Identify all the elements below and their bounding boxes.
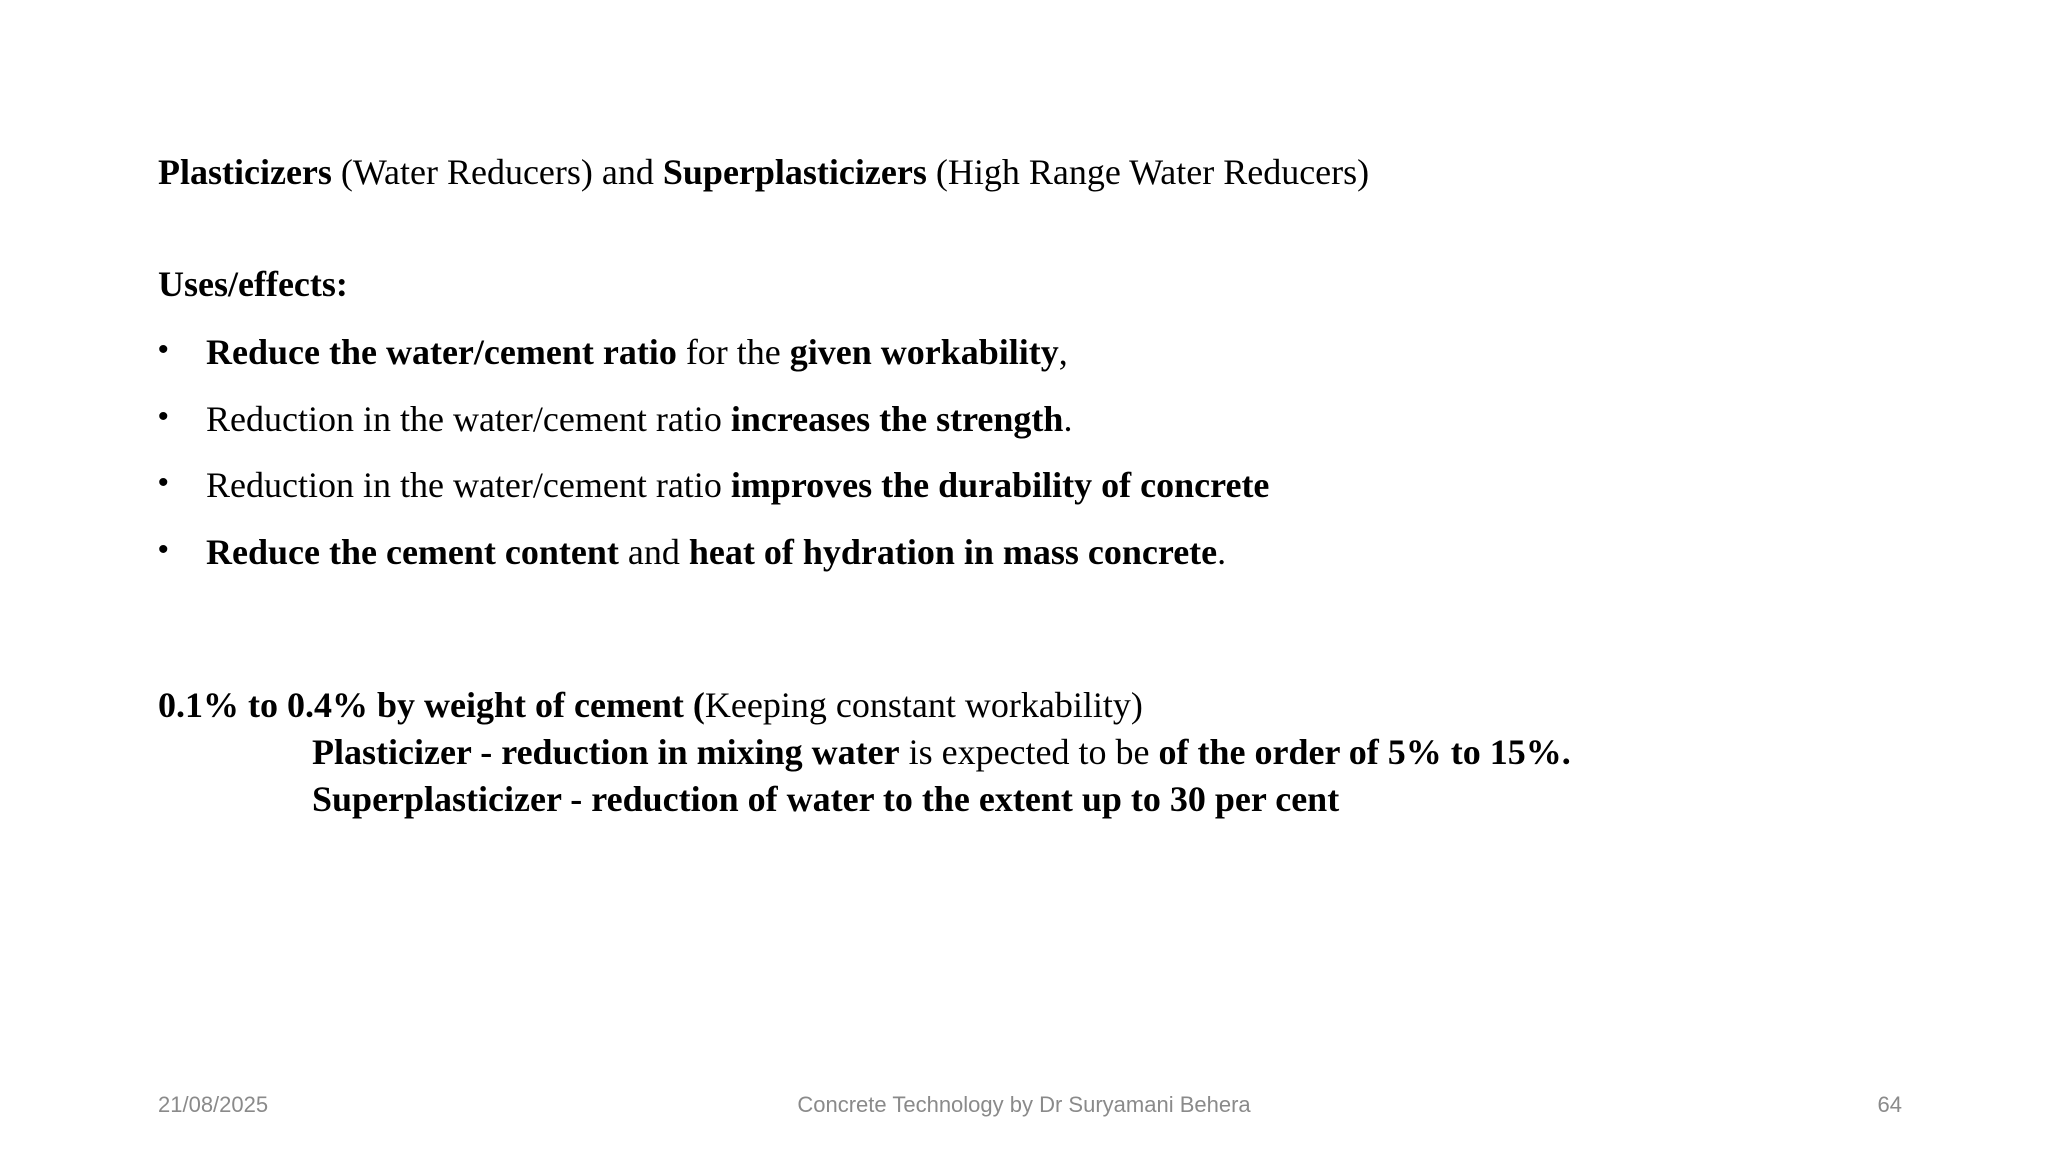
bullet-bold: heat of hydration in mass concrete	[688, 531, 1218, 572]
bullet-bold: given workability	[789, 332, 1059, 372]
plasticizer-normal: is expected to be	[899, 732, 1159, 772]
footer-date: 21/08/2025	[158, 1092, 269, 1117]
plasticizer-range: of the order of 5% to 15%.	[1158, 732, 1571, 772]
bullet-bold: improves the durability of concrete	[730, 465, 1270, 505]
bullet-text	[206, 463, 1269, 507]
dosage-line	[158, 682, 1143, 728]
bullet-normal: for the	[676, 332, 790, 372]
plasticizer-bold: Plasticizer - reduction in mixing water	[312, 732, 900, 772]
title-superplasticizers: Superplasticizers	[662, 152, 927, 192]
bullet-normal: .	[1063, 398, 1073, 439]
bullet-normal: Reduction in the water/cement ratio	[206, 398, 731, 439]
dosage-bold: 0.1% to 0.4% by weight of cement (	[158, 685, 705, 725]
bullet-dot: •	[158, 466, 169, 499]
bullet-text	[206, 397, 1072, 441]
superplasticizer-bold: Superplasticizer - reduction of water to the extent up to 30 per cent	[312, 779, 1340, 819]
bullet-dot: •	[158, 399, 169, 433]
bullet-normal: Reduction in the water/cement ratio	[206, 465, 731, 505]
superplasticizer-line	[312, 776, 1339, 822]
bullet-text	[206, 330, 1068, 374]
footer-page-number: 64	[1877, 1092, 1902, 1117]
bullet-dot: •	[158, 532, 169, 566]
title-high-range: (High Range Water Reducers)	[926, 152, 1370, 192]
bullet-normal: .	[1217, 531, 1227, 572]
bullet-bold: Reduce the cement content	[206, 531, 619, 572]
title-water-reducers: (Water Reducers) and	[331, 152, 663, 192]
plasticizer-line	[312, 729, 1571, 775]
bullet-bold: increases the strength	[730, 398, 1064, 439]
bullet-bold: Reduce the water/cement ratio	[206, 332, 677, 372]
dosage-normal: Keeping constant workability)	[704, 685, 1143, 725]
footer-title: Concrete Technology by Dr Suryamani Behera	[797, 1092, 1251, 1117]
bullet-normal: ,	[1058, 332, 1068, 372]
bullet-text	[206, 530, 1226, 574]
uses-heading: Uses/effects:	[158, 264, 348, 304]
bullet-normal: and	[618, 531, 689, 572]
title-plasticizers: Plasticizers	[158, 152, 332, 192]
bullet-dot: •	[158, 333, 169, 366]
slide-title	[158, 150, 1369, 194]
